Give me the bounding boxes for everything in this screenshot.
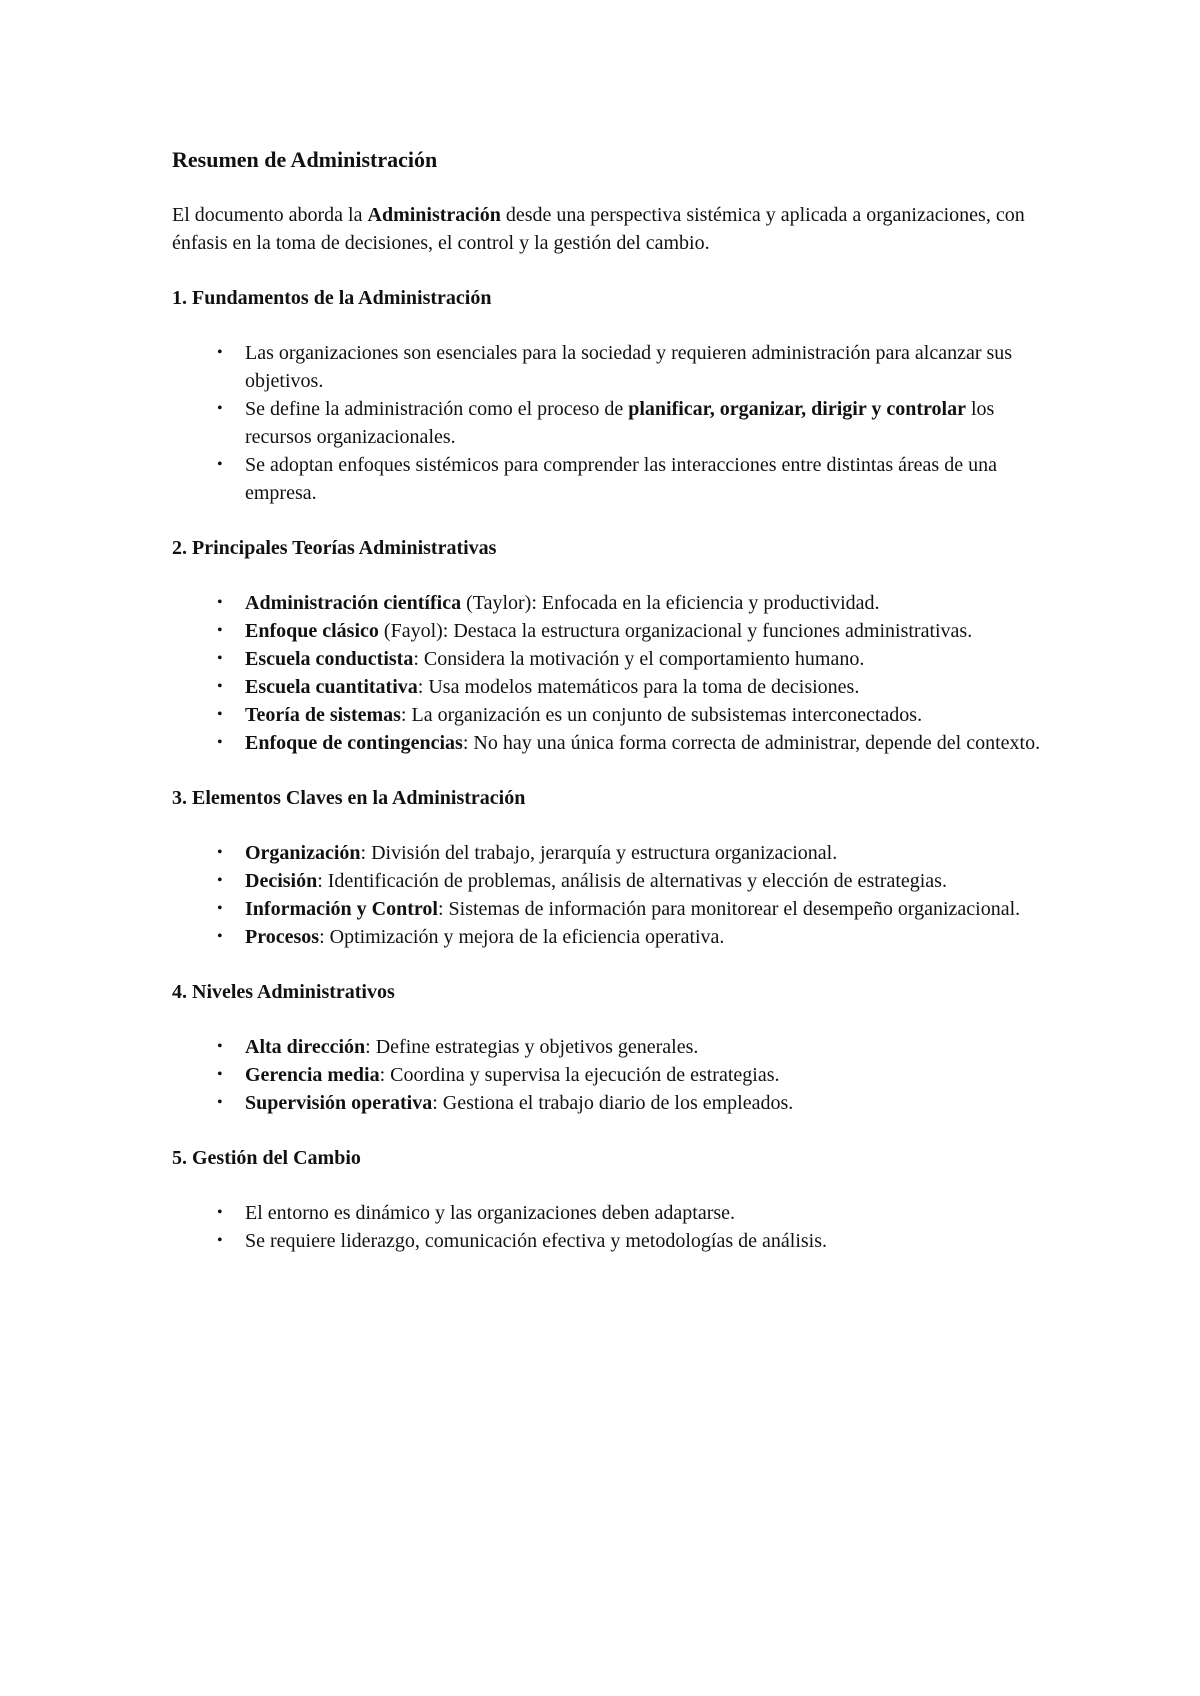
- list-item-text: : No hay una única forma correcta de administrar, depende del contexto.: [462, 732, 1041, 754]
- list-item: [172, 673, 1052, 701]
- list-item-bold-text: Supervisión operativa: [245, 1092, 433, 1114]
- bullet-list: [172, 339, 1052, 507]
- section-heading: 3. Elementos Claves en la Administración: [172, 787, 526, 809]
- list-item-text: : Usa modelos matemáticos para la toma de decisiones.: [417, 676, 860, 698]
- bullet-icon: •: [217, 928, 223, 945]
- list-item: [172, 339, 1052, 395]
- bullet-icon: •: [217, 706, 223, 723]
- list-item-bold-text: Información y Control: [245, 898, 438, 920]
- list-item-bold-text: planificar, organizar, dirigir y controlar: [628, 398, 966, 420]
- list-item-text: El entorno es dinámico y las organizaciones deben adaptarse.: [245, 1202, 736, 1224]
- intro-text: desde una perspectiva sistémica y aplicada a organizaciones, con énfasis en la toma de decisiones, el control y la gestión del cambio.: [172, 204, 1025, 254]
- bullet-icon: •: [217, 1038, 223, 1055]
- list-item: [172, 1033, 1052, 1061]
- list-item: [172, 1199, 1052, 1227]
- list-item-text: (Fayol): Destaca la estructura organizacional y funciones administrativas.: [378, 620, 973, 642]
- list-item: [172, 451, 1052, 507]
- list-item-text: : Considera la motivación y el comportamiento humano.: [413, 648, 865, 670]
- bullet-icon: •: [217, 344, 223, 361]
- list-item-text: Las organizaciones son esenciales para la sociedad y requieren administración para alcanzar sus objetivos.: [245, 342, 1013, 392]
- list-item-bold-text: Procesos: [245, 926, 320, 948]
- list-item-text: : Gestiona el trabajo diario de los empleados.: [432, 1092, 794, 1114]
- bullet-list: [172, 1033, 1052, 1117]
- list-item-text: : Sistemas de información para monitorear el desempeño organizacional.: [437, 898, 1021, 920]
- list-item-text: los recursos organizacionales.: [245, 398, 995, 448]
- bullet-icon: •: [217, 1232, 223, 1249]
- bullet-icon: •: [217, 1066, 223, 1083]
- list-item: [172, 895, 1052, 923]
- list-item-text: : Optimización y mejora de la eficiencia operativa.: [319, 926, 725, 948]
- sections-container: [172, 284, 1052, 1255]
- list-item: [172, 589, 1052, 617]
- list-item-bold-text: Organización: [245, 842, 361, 864]
- bullet-icon: •: [217, 734, 223, 751]
- list-item-text: Se adoptan enfoques sistémicos para comprender las interacciones entre distintas áreas de una empresa.: [245, 454, 997, 504]
- bullet-icon: •: [217, 456, 223, 473]
- bullet-list: [172, 839, 1052, 951]
- list-item: [172, 395, 1052, 451]
- bullet-icon: •: [217, 400, 223, 417]
- list-item: [172, 701, 1052, 729]
- bullet-list: [172, 589, 1052, 757]
- list-item: [172, 839, 1052, 867]
- list-item-text: (Taylor): Enfocada en la eficiencia y productividad.: [461, 592, 880, 614]
- list-item-bold-text: Decisión: [245, 870, 318, 892]
- bullet-icon: •: [217, 622, 223, 639]
- list-item-bold-text: Escuela conductista: [245, 648, 414, 670]
- document-page: [172, 146, 1052, 1282]
- intro-text: El documento aborda la: [172, 204, 368, 226]
- list-item: [172, 729, 1052, 757]
- list-item-text: : División del trabajo, jerarquía y estructura organizacional.: [360, 842, 838, 864]
- list-item: [172, 867, 1052, 895]
- list-item: [172, 923, 1052, 951]
- bullet-icon: •: [217, 678, 223, 695]
- list-item-text: : Define estrategias y objetivos generales.: [365, 1036, 699, 1058]
- bullet-icon: •: [217, 594, 223, 611]
- bullet-icon: •: [217, 1204, 223, 1221]
- bullet-icon: •: [217, 1094, 223, 1111]
- list-item-bold-text: Alta dirección: [245, 1036, 366, 1058]
- list-item: [172, 1227, 1052, 1255]
- list-item: [172, 645, 1052, 673]
- list-item-bold-text: Escuela cuantitativa: [245, 676, 418, 698]
- bullet-icon: •: [217, 844, 223, 861]
- section-heading: 1. Fundamentos de la Administración: [172, 287, 492, 309]
- list-item-text: : Coordina y supervisa la ejecución de estrategias.: [379, 1064, 780, 1086]
- document-title: Resumen de Administración: [172, 147, 438, 172]
- list-item: [172, 1061, 1052, 1089]
- intro-bold-text: Administración: [367, 204, 501, 226]
- list-item-bold-text: Enfoque de contingencias: [245, 732, 463, 754]
- list-item-bold-text: Enfoque clásico: [245, 620, 379, 642]
- bullet-icon: •: [217, 872, 223, 889]
- list-item-bold-text: Gerencia media: [245, 1064, 380, 1086]
- bullet-list: [172, 1199, 1052, 1255]
- list-item-text: Se define la administración como el proceso de: [245, 398, 629, 420]
- list-item-text: : La organización es un conjunto de subsistemas interconectados.: [400, 704, 923, 726]
- bullet-icon: •: [217, 900, 223, 917]
- list-item-text: Se requiere liderazgo, comunicación efectiva y metodologías de análisis.: [245, 1230, 828, 1252]
- section-heading: 5. Gestión del Cambio: [172, 1147, 361, 1169]
- bullet-icon: •: [217, 650, 223, 667]
- list-item: [172, 1089, 1052, 1117]
- intro-paragraph: [172, 201, 1052, 257]
- list-item: [172, 617, 1052, 645]
- list-item-bold-text: Administración científica: [245, 592, 462, 614]
- section-heading: 2. Principales Teorías Administrativas: [172, 537, 497, 559]
- section-heading: 4. Niveles Administrativos: [172, 981, 395, 1003]
- list-item-bold-text: Teoría de sistemas: [245, 704, 401, 726]
- list-item-text: : Identificación de problemas, análisis de alternativas y elección de estrategias.: [317, 870, 947, 892]
